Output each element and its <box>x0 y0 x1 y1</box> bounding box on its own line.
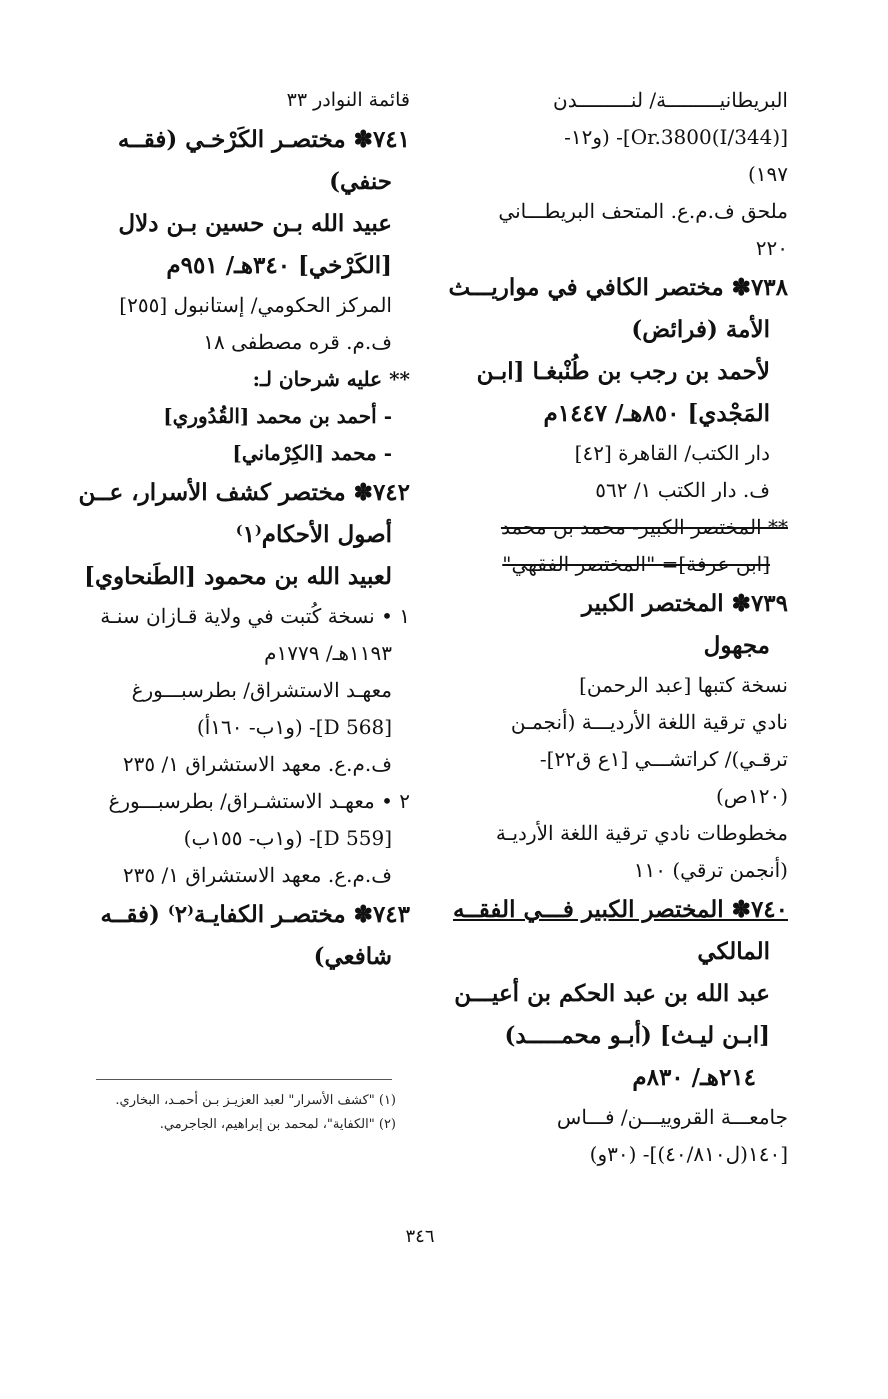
entry-heading-line: مجهول <box>703 632 770 659</box>
entry-line: ١٩٧) <box>747 162 788 186</box>
entry-line: ف.م. قره مصطفى ١٨ <box>203 330 392 354</box>
entry-heading-line: ٧٤٣✽ مختصـر الكفايـة⁽٢⁾ (فقــه <box>100 901 410 928</box>
entry-line: ٢ • معهـد الاستشـراق/ بطرسبـــورغ <box>108 789 410 813</box>
entry-line: جامعـــة القروييـــن/ فـــاس <box>556 1105 788 1129</box>
entry-line: [D 568]- (و١ب- ١٦٠أ) <box>196 715 392 739</box>
entry-line: [(344/I)Or.3800]- (و١٢- <box>564 125 788 149</box>
entry-heading-line: أصول الأحكام⁽١⁾ <box>235 521 392 548</box>
entry-line: ترقـي)/ كراتشـــي [١ع ق٢٢]- <box>539 747 788 771</box>
entry-line: [D 559]- (و١ب- ١٥٥ب) <box>183 826 392 850</box>
entry-line: ف.م.ع. معهد الاستشراق ١/ ٢٣٥ <box>122 863 392 887</box>
entry-line: مخطوطات نادي ترقية اللغة الأرديـة <box>495 821 788 845</box>
entry-line: ** المختصر الكبير- محمد بن محمد <box>500 515 788 539</box>
entry-line: [ابن عرفة]= "المختصر الفقهي" <box>502 552 770 576</box>
footnote-divider <box>96 1079 392 1080</box>
entry-heading-line: الأمة (فرائض) <box>631 316 770 343</box>
page-number: ٣٤٦ <box>405 1226 435 1247</box>
entry-line: ١ • نسخة كُتبت في ولاية قـازان سنـة <box>100 604 410 628</box>
entry-line: ٢٢٠ <box>755 236 788 260</box>
entry-line: دار الكتب/ القاهرة [٤٢] <box>574 441 770 465</box>
entry-heading-line: حنفي) <box>329 168 392 195</box>
entry-heading-line: [الكَرْخي] ٣٤٠هـ/ ٩٥١م <box>166 252 392 279</box>
entry-heading-line: ٧٣٩✽ المختصر الكبير <box>581 590 788 617</box>
entry-heading-line: المَجْدي] ٨٥٠هـ/ ١٤٤٧م <box>543 400 770 427</box>
entry-heading-line: ٢١٤هـ/ ٨٣٠م <box>632 1064 756 1091</box>
entry-line: معهـد الاستشراق/ بطرسبـــورغ <box>131 678 392 702</box>
entry-line: - أحمد بن محمد [القُدُوري] <box>163 404 392 428</box>
entry-line: [١٤٠(ل٤٠/٨١٠)]- (٣٠و) <box>589 1142 788 1166</box>
entry-line: - محمد [الكِرْماني] <box>232 441 392 465</box>
entry-heading-line: لعبيد الله بن محمود [الطَنحاوي] <box>84 563 392 590</box>
entry-heading-line: عبد الله بن عبد الحكم بن أعيـــن <box>454 980 770 1007</box>
entry-line: نسخة كتبها [عبد الرحمن] <box>579 673 788 697</box>
entry-heading-line: ٧٤٢✽ مختصر كشف الأسرار، عــن <box>78 479 410 506</box>
entry-heading-line: ٧٣٨✽ مختصر الكافي في مواريـــث <box>448 274 788 301</box>
footnote-2: (٢) "الكفاية"، لمحمد بن إبراهيم، الجاجرمي. <box>159 1117 396 1132</box>
running-title: قائمة النوادر ٣٣ <box>286 89 410 111</box>
entry-line: نادي ترقية اللغة الأرديـــة (أنجمـن <box>510 710 788 734</box>
entry-line: ف.م.ع. معهد الاستشراق ١/ ٢٣٥ <box>122 752 392 776</box>
left-column <box>70 82 410 978</box>
footnote-1: (١) "كشف الأسرار" لعبد العزيـز بـن أحمـد، البخاري. <box>115 1093 396 1108</box>
entry-heading-line: لأحمد بن رجب بن طُنْبغـا [ابـن <box>476 358 770 385</box>
entry-line: ف. دار الكتب ١/ ٥٦٢ <box>595 478 770 502</box>
entry-line: ١١٩٣هـ/ ١٧٧٩م <box>264 641 392 665</box>
entry-heading-line: عبيد الله بـن حسين بـن دلال <box>118 210 392 237</box>
entry-line: ملحق ف.م.ع. المتحف البريطـــاني <box>498 199 788 223</box>
entry-heading-line: [ابـن ليـث] (أبـو محمـــــد) <box>504 1022 770 1049</box>
entry-line: البريطانيـــــــــة/ لنـــــــــدن <box>553 88 788 112</box>
entry-line: المركز الحكومي/ إستانبول [٢٥٥] <box>119 293 392 317</box>
entry-heading-line: المالكي <box>697 938 770 965</box>
entry-heading-line: ٧٤١✽ مختصـر الكَرْخـي (فقــه <box>117 126 410 153</box>
entry-line: ** عليه شرحان لـ: <box>252 367 410 391</box>
entry-line: (١٢٠ص) <box>715 784 788 808</box>
right-column <box>438 82 788 1173</box>
entry-heading-line: ٧٤٠✽ المختصر الكبير فـــي الفقــه <box>452 896 788 923</box>
entry-line: (أنجمن ترقي) ١١٠ <box>633 858 788 882</box>
footnotes <box>96 1090 396 1138</box>
entry-heading-line: شافعي) <box>313 943 392 970</box>
